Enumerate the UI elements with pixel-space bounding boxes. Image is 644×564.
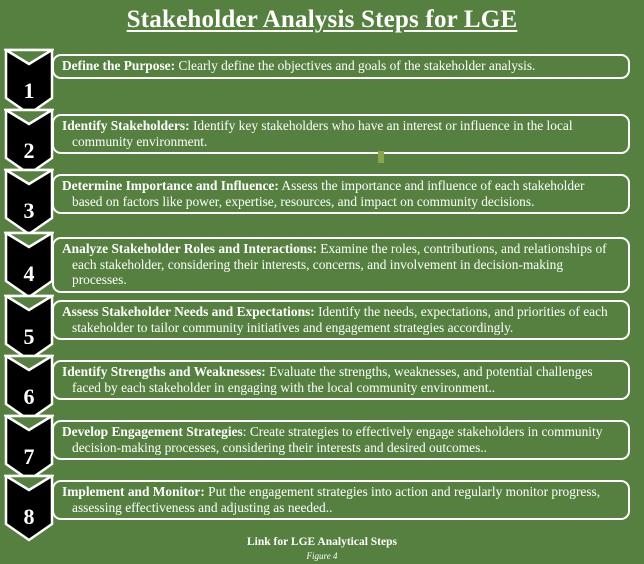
- step-box: [52, 360, 630, 400]
- step-description: Put the engagement strategies into action and regularly monitor progress, assessing effectiveness and adjusting as needed..: [72, 484, 601, 515]
- step-3: [0, 168, 644, 224]
- step-heading: Implement and Monitor:: [62, 484, 205, 499]
- step-number: 2: [23, 138, 35, 163]
- step-heading: Define the Purpose:: [62, 58, 176, 73]
- step-heading: Develop Engagement Strategies: [62, 424, 243, 439]
- step-number: 7: [23, 444, 35, 469]
- step-description: Examine the roles, contributions, and relationships of each stakeholder, considering their interests, concerns, and involvement in decision-making processes.: [72, 241, 607, 287]
- step-box: [52, 114, 630, 154]
- step-text: [62, 178, 618, 209]
- step-number: 3: [23, 198, 35, 223]
- step-text: [62, 484, 618, 515]
- step-box: [52, 237, 630, 293]
- step-number: 1: [23, 78, 35, 103]
- caption-link[interactable]: Link for LGE Analytical Steps: [247, 536, 397, 548]
- step-text: [62, 58, 618, 74]
- step-6: [0, 354, 644, 410]
- step-1: [0, 48, 644, 104]
- step-box: [52, 54, 630, 79]
- step-description: Evaluate the strengths, weaknesses, and potential challenges faced by each stakeholder in engaging with the local community environment..: [72, 364, 593, 395]
- step-heading: Determine Importance and Influence:: [62, 178, 279, 193]
- step-heading: Identify Stakeholders:: [62, 118, 190, 133]
- step-number: 6: [23, 384, 35, 409]
- step-4: [0, 231, 644, 287]
- figure-label: Figure 4: [306, 551, 338, 561]
- step-description: Clearly define the objectives and goals of the stakeholder analysis.: [175, 58, 536, 73]
- step-box: [52, 480, 630, 520]
- step-8: [0, 474, 644, 530]
- step-description: Assess the importance and influence of each stakeholder based on factors like power, expertise, resources, and impact on community decisions.: [72, 178, 585, 209]
- step-7: [0, 414, 644, 470]
- step-number: 8: [23, 504, 35, 529]
- step-text: [62, 424, 618, 455]
- step-description: Identify key stakeholders who have an interest or influence in the local community environment.: [72, 118, 573, 149]
- step-box: [52, 300, 630, 340]
- step-heading: Identify Strengths and Weaknesses:: [62, 364, 266, 379]
- step-text: [62, 118, 618, 149]
- step-description: Identify the needs, expectations, and priorities of each stakeholder to tailor community initiatives and engagement strategies accordingly.: [72, 304, 608, 335]
- step-text: [62, 304, 618, 335]
- step-2: [0, 108, 644, 164]
- step-text: [62, 241, 618, 288]
- step-box: [52, 420, 630, 460]
- diagram-title: Stakeholder Analysis Steps for LGE: [126, 6, 518, 33]
- step-heading: Assess Stakeholder Needs and Expectations:: [62, 304, 315, 319]
- step-description: : Create strategies to effectively engage stakeholders in community decision-making processes, considering their interests and desired outcomes..: [72, 424, 603, 455]
- step-box: [52, 174, 630, 214]
- step-text: [62, 364, 618, 395]
- decorative-mark: [378, 151, 384, 163]
- step-number: 5: [23, 324, 35, 349]
- step-heading: Analyze Stakeholder Roles and Interactions:: [62, 241, 317, 256]
- step-number: 4: [23, 261, 35, 286]
- step-5: [0, 294, 644, 350]
